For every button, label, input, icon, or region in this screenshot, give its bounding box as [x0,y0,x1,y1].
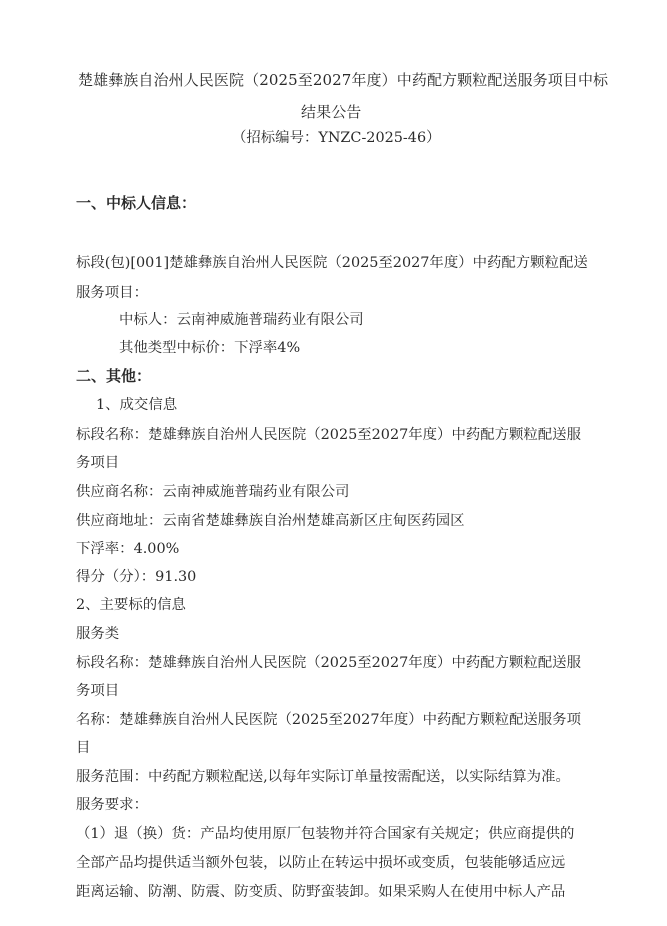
lot-name2-line-1: 标段名称：楚雄彝族自治州人民医院（2025至2027年度）中药配方颗粒配送服 [76,655,581,671]
lot-line-1: 标段(包)[001]楚雄彝族自治州人民医院（2025至2027年度）中药配方颗粒配送 [76,255,588,271]
category: 服务类 [76,626,120,642]
winner-name: 中标人：云南神威施普瑞药业有限公司 [119,312,364,328]
requirement-1-line-3: 距离运输、防潮、防震、防变质、防野蛮装卸。如果采购人在使用中标人产品 [76,884,566,900]
sub-heading-deal-info: 1、成交信息 [96,397,178,413]
service-requirements-label: 服务要求： [76,797,148,813]
sub-heading-main-subject: 2、主要标的信息 [76,597,186,613]
tender-code: （招标编号：YNZC-2025-46） [232,130,441,146]
lot-name-line-2: 务项目 [76,455,120,471]
section-heading-other: 二、其他： [76,367,152,385]
discount-rate: 下浮率：4.00% [76,541,180,557]
lot-name-line-1: 标段名称：楚雄彝族自治州人民医院（2025至2027年度）中药配方颗粒配送服 [76,427,581,443]
lot-name2-line-2: 务项目 [76,683,120,699]
lot-line-2: 服务项目： [76,285,148,301]
winning-price: 其他类型中标价：下浮率4% [119,340,301,356]
item-name-line-1: 名称：楚雄彝族自治州人民医院（2025至2027年度）中药配方颗粒配送服务项 [76,712,581,728]
title-line-2: 结果公告 [301,103,362,121]
score: 得分（分）：91.30 [76,569,197,585]
service-scope: 服务范围：中药配方颗粒配送,以每年实际订单量按需配送，以实际结算为准。 [76,769,570,785]
requirement-1-line-1: （1）退（换）货：产品均使用原厂包装物并符合国家有关规定；供应商提供的 [76,826,575,842]
supplier-address: 供应商地址：云南省楚雄彝族自治州楚雄高新区庄甸医药园区 [76,513,465,529]
section-heading-winner-info: 一、中标人信息： [76,194,197,212]
title-line-1: 楚雄彝族自治州人民医院（2025至2027年度）中药配方颗粒配送服务项目中标 [78,71,609,89]
supplier-name: 供应商名称：云南神威施普瑞药业有限公司 [76,484,350,500]
item-name-line-2: 目 [76,740,91,756]
requirement-1-line-2: 全部产品均提供适当额外包装，以防止在转运中损坏或变质，包装能够适应远 [76,855,566,871]
